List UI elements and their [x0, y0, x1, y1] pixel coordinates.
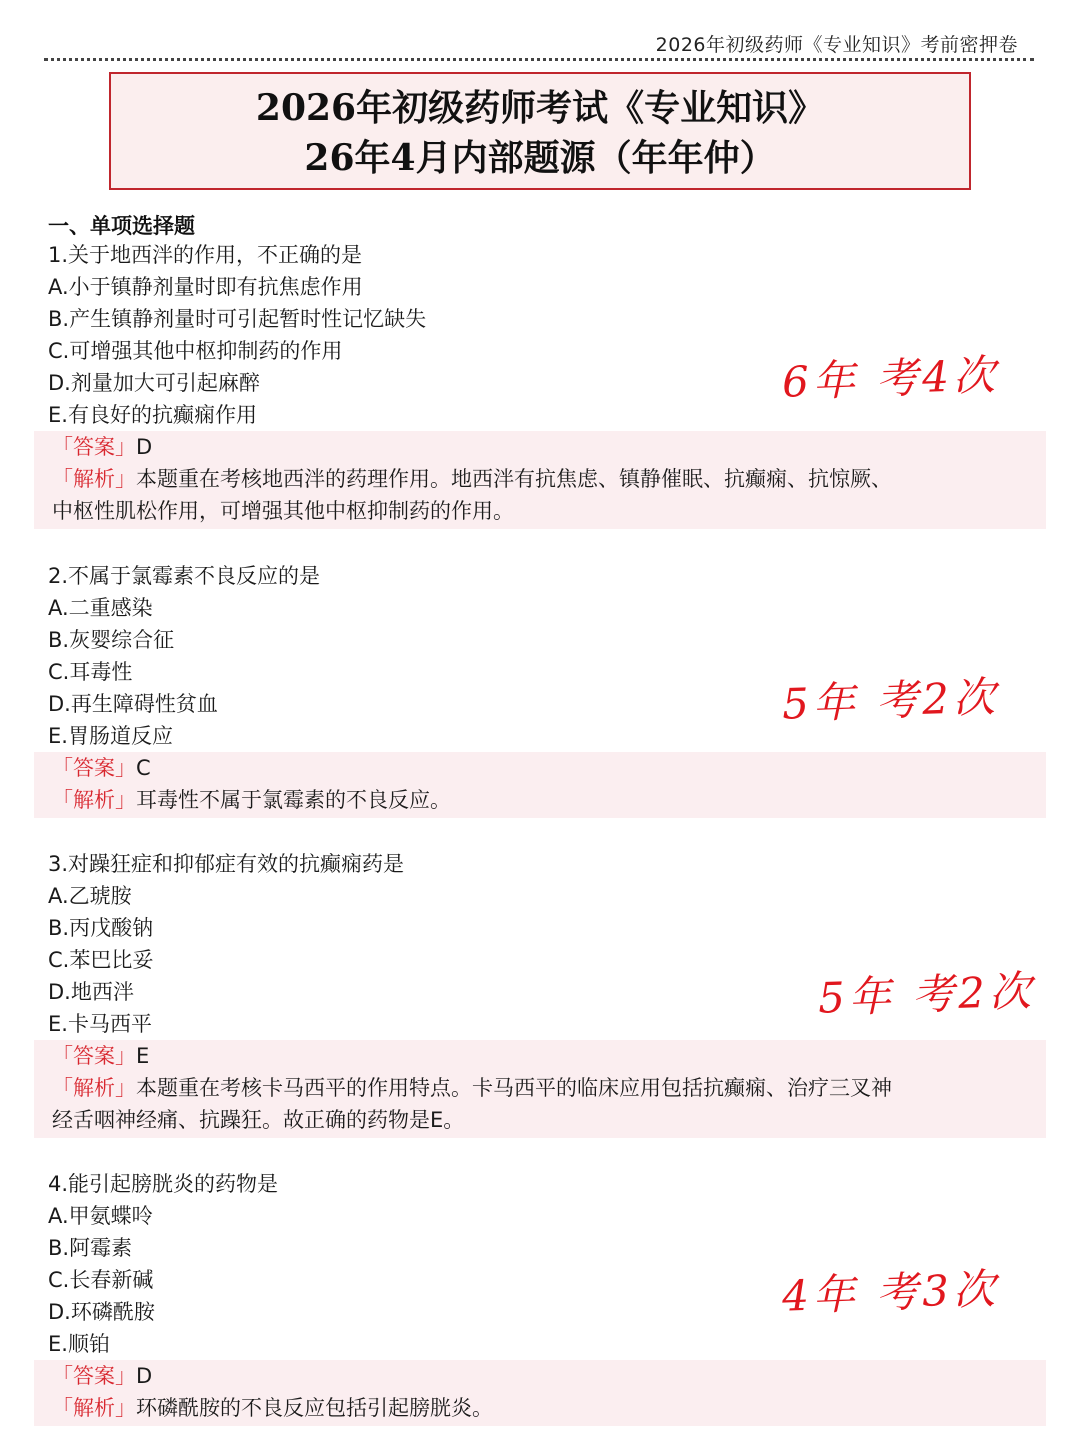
option-e: E.有良好的抗癫痫作用 — [48, 403, 257, 427]
option-a: A.小于镇静剂量时即有抗焦虑作用 — [48, 275, 363, 299]
answer-line — [34, 1360, 1046, 1392]
option-d: D.再生障碍性贫血 — [48, 692, 218, 716]
option-e: E.卡马西平 — [48, 1012, 152, 1036]
option-b: B.产生镇静剂量时可引起暂时性记忆缺失 — [48, 307, 427, 331]
option-b: B.阿霉素 — [48, 1236, 133, 1260]
question-stem: 1.关于地西泮的作用，不正确的是 — [48, 243, 363, 267]
option-d: D.剂量加大可引起麻醉 — [48, 371, 260, 395]
option-e: E.胃肠道反应 — [48, 724, 173, 748]
answer-line — [34, 752, 1046, 784]
option-c: C.耳毒性 — [48, 660, 133, 684]
header-note: 2026年初级药师《专业知识》考前密押卷 — [655, 34, 1018, 56]
option-e: E.顺铂 — [48, 1332, 110, 1356]
analysis-line — [34, 1072, 1046, 1104]
option-c: C.长春新碱 — [48, 1268, 154, 1292]
answer-block — [34, 1360, 1046, 1426]
answer-block — [34, 1040, 1046, 1138]
option-c: C.可增强其他中枢抑制药的作用 — [48, 339, 343, 363]
answer-label: 「答案」 — [52, 435, 136, 459]
answer-block — [34, 431, 1046, 529]
answer-line — [34, 431, 1046, 463]
page-title-line-2: 26年4月内部题源（年年仲） — [304, 137, 776, 179]
answer-label: 「答案」 — [52, 1044, 136, 1068]
analysis-line — [34, 784, 1046, 816]
handwritten-note-q3: 5年 考2次 — [817, 966, 1036, 1023]
answer-value: E — [136, 1044, 150, 1068]
handwritten-note-q4: 4年 考3次 — [781, 1264, 1000, 1321]
analysis-text: 本题重在考核卡马西平的作用特点。卡马西平的临床应用包括抗癫痫、治疗三叉神 — [136, 1076, 892, 1100]
handwritten-note-q1: 6年 考4次 — [781, 350, 1000, 407]
page-title-line-1: 2026年初级药师考试《专业知识》 — [255, 87, 825, 129]
section-title: 一、单项选择题 — [48, 214, 195, 238]
option-b: B.丙戊酸钠 — [48, 916, 154, 940]
answer-line — [34, 1040, 1046, 1072]
answer-value: D — [136, 435, 153, 459]
analysis-line — [34, 1392, 1046, 1424]
analysis-label: 「解析」 — [52, 788, 136, 812]
analysis-text: 本题重在考核地西泮的药理作用。地西泮有抗焦虑、镇静催眠、抗癫痫、抗惊厥、 — [136, 467, 892, 491]
answer-value: D — [136, 1364, 153, 1388]
analysis-label: 「解析」 — [52, 467, 136, 491]
answer-label: 「答案」 — [52, 1364, 136, 1388]
analysis-label: 「解析」 — [52, 1076, 136, 1100]
option-a: A.乙琥胺 — [48, 884, 132, 908]
answer-label: 「答案」 — [52, 756, 136, 780]
analysis-label: 「解析」 — [52, 1396, 136, 1420]
analysis-continued: 经舌咽神经痛、抗躁狂。故正确的药物是E。 — [52, 1108, 465, 1132]
option-b: B.灰婴综合征 — [48, 628, 175, 652]
option-d: D.地西泮 — [48, 980, 134, 1004]
answer-value: C — [136, 756, 151, 780]
question-stem: 4.能引起膀胱炎的药物是 — [48, 1172, 279, 1196]
answer-block — [34, 752, 1046, 818]
analysis-continued: 中枢性肌松作用，可增强其他中枢抑制药的作用。 — [52, 499, 514, 523]
header-divider — [44, 58, 1034, 61]
option-d: D.环磷酰胺 — [48, 1300, 155, 1324]
title-box — [109, 72, 971, 190]
option-a: A.二重感染 — [48, 596, 153, 620]
option-a: A.甲氨蝶呤 — [48, 1204, 153, 1228]
analysis-line — [34, 463, 1046, 495]
handwritten-note-q2: 5年 考2次 — [781, 672, 1000, 729]
analysis-text: 耳毒性不属于氯霉素的不良反应。 — [136, 788, 451, 812]
question-stem: 3.对躁狂症和抑郁症有效的抗癫痫药是 — [48, 852, 405, 876]
question-stem: 2.不属于氯霉素不良反应的是 — [48, 564, 321, 588]
analysis-text: 环磷酰胺的不良反应包括引起膀胱炎。 — [136, 1396, 493, 1420]
option-c: C.苯巴比妥 — [48, 948, 154, 972]
